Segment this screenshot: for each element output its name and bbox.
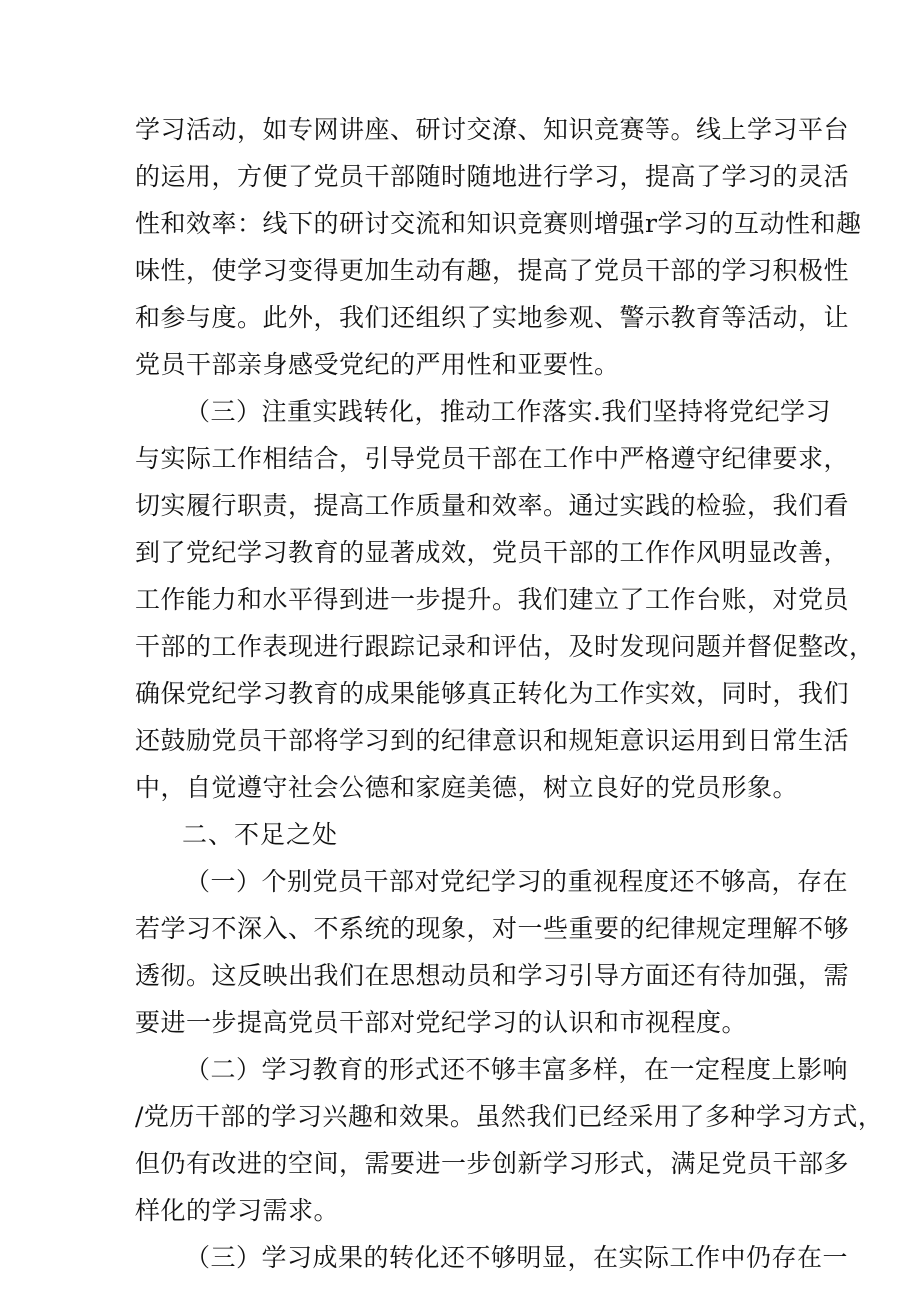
text-line: 透彻。这反映出我们在思想动员和学习引导方面还有待加强，需	[135, 961, 850, 990]
text-line: 干部的工作表现进行跟踪记录和评估，及时发现问题并督促整改，	[135, 632, 875, 661]
text-line: 但仍有改进的空间，需要进一步创新学习形式，满足党员干部多	[135, 1149, 850, 1178]
text-line: 党员干部亲身感受党纪的严用性和亚要性。	[135, 350, 620, 379]
text-line: 中，自觉遵守社会公德和家庭美德，树立良好的党员形象。	[135, 773, 799, 802]
text-line: 味性，使学习变得更加生动有趣，提高了党员干部的学习积极性	[135, 256, 850, 285]
text-line: 的运用，方便了党员干部随时随地进行学习，提高了学习的灵活	[135, 162, 850, 191]
text-line: /党历干部的学习兴趣和效果。虽然我们已经采用了多种学习方式，	[135, 1102, 884, 1131]
text-line: 学习活动，如专网讲座、研讨交潦、知识竞赛等。线上学习平台	[135, 115, 850, 144]
paragraph-start-line: （一）个别党员干部对党纪学习的重视程度还不够高，存在	[185, 867, 849, 896]
text-line: 样化的学习需求。	[135, 1196, 340, 1225]
text-line: 和参与度。此外，我们还组织了实地参观、警示教育等活动，让	[135, 303, 850, 332]
text-line: 若学习不深入、不系统的现象，对一些重要的纪律规定理解不够	[135, 914, 850, 943]
paragraph-start-line: （二）学习教育的形式还不够丰富多样，在一定程度上影响	[185, 1055, 849, 1084]
text-line: 工作能力和水平得到进一步提升。我们建立了工作台账，对党员	[135, 585, 850, 614]
section-heading: 二、不足之处	[182, 820, 339, 849]
text-line: 切实履行职责，提高工作质量和效率。通过实践的检验，我们看	[135, 491, 850, 520]
paragraph-start-line: （三）学习成果的转化还不够明显，在实际工作中仍存在一	[185, 1243, 849, 1272]
text-line: 要进一步提高党员干部对党纪学习的认识和市视程度。	[135, 1008, 748, 1037]
paragraph-start-line: （三）注重实践转化，推动工作落实.我们坚持将党纪学习	[185, 397, 831, 426]
text-line: 性和效率：线下的研讨交流和知识竞赛则增强r学习的互动性和趣	[135, 209, 862, 238]
text-line: 还鼓励党员干部将学习到的纪律意识和规矩意识运用到日常生活	[135, 726, 850, 755]
text-line: 到了党纪学习教育的显著成效，党员干部的工作作风明显改善，	[135, 538, 850, 567]
text-line: 确保党纪学习教育的成果能够真正转化为工作实效，同时，我们	[135, 679, 850, 708]
text-line: 与实际工作相结合，引导党员干部在工作中严格遵守纪律要求，	[135, 444, 850, 473]
